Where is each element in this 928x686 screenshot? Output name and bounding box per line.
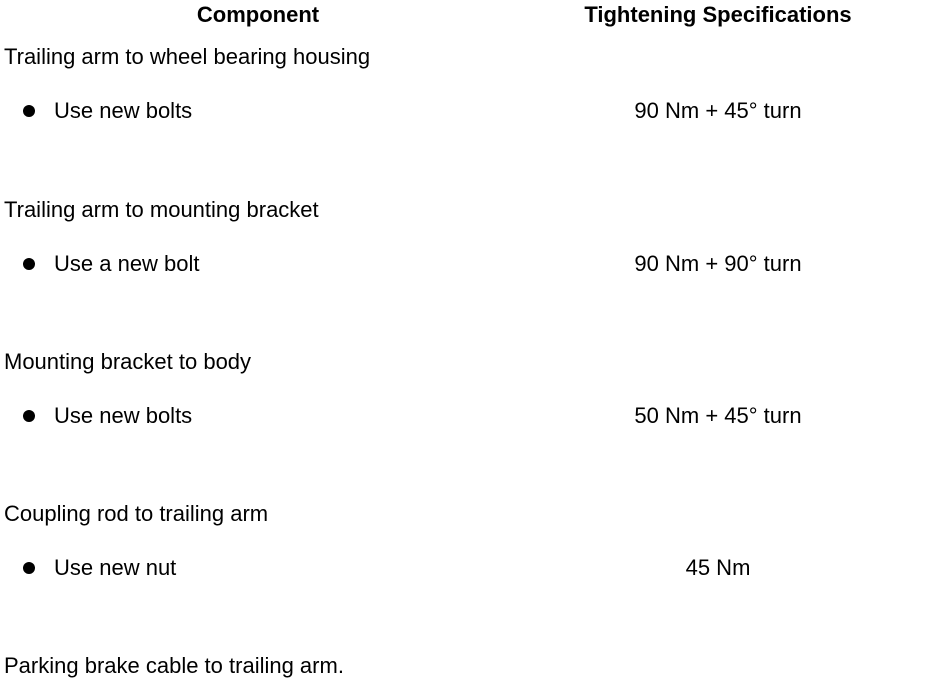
table-row bbox=[0, 196, 928, 348]
component-label: Mounting bracket to body bbox=[4, 349, 252, 374]
column-header-component: Component bbox=[196, 2, 320, 27]
torque-spec: 90 Nm + 45° turn bbox=[634, 98, 802, 123]
note-text: Use new bolts bbox=[54, 98, 193, 123]
bullet-icon bbox=[23, 258, 35, 270]
component-label: Trailing arm to wheel bearing housing bbox=[4, 44, 371, 69]
table-row bbox=[0, 500, 928, 652]
bullet-icon bbox=[23, 105, 35, 117]
bullet-icon bbox=[23, 562, 35, 574]
table-row bbox=[0, 43, 928, 195]
bullet-icon bbox=[23, 410, 35, 422]
note-text: Use new bolts bbox=[54, 403, 193, 428]
table-row bbox=[0, 652, 928, 682]
column-header-specification: Tightening Specifications bbox=[584, 2, 852, 27]
torque-spec: 90 Nm + 90° turn bbox=[634, 251, 802, 276]
component-label: Parking brake cable to trailing arm. bbox=[4, 653, 344, 678]
table-row bbox=[0, 348, 928, 500]
note-text: Use new nut bbox=[54, 555, 177, 580]
torque-spec: 45 Nm bbox=[685, 555, 751, 580]
component-label: Coupling rod to trailing arm bbox=[4, 501, 269, 526]
note-row bbox=[0, 97, 928, 125]
component-label: Trailing arm to mounting bracket bbox=[4, 197, 319, 222]
note-row bbox=[0, 250, 928, 278]
torque-spec: 50 Nm + 45° turn bbox=[634, 403, 802, 428]
note-row bbox=[0, 554, 928, 582]
note-row bbox=[0, 402, 928, 430]
note-text: Use a new bolt bbox=[54, 251, 200, 276]
